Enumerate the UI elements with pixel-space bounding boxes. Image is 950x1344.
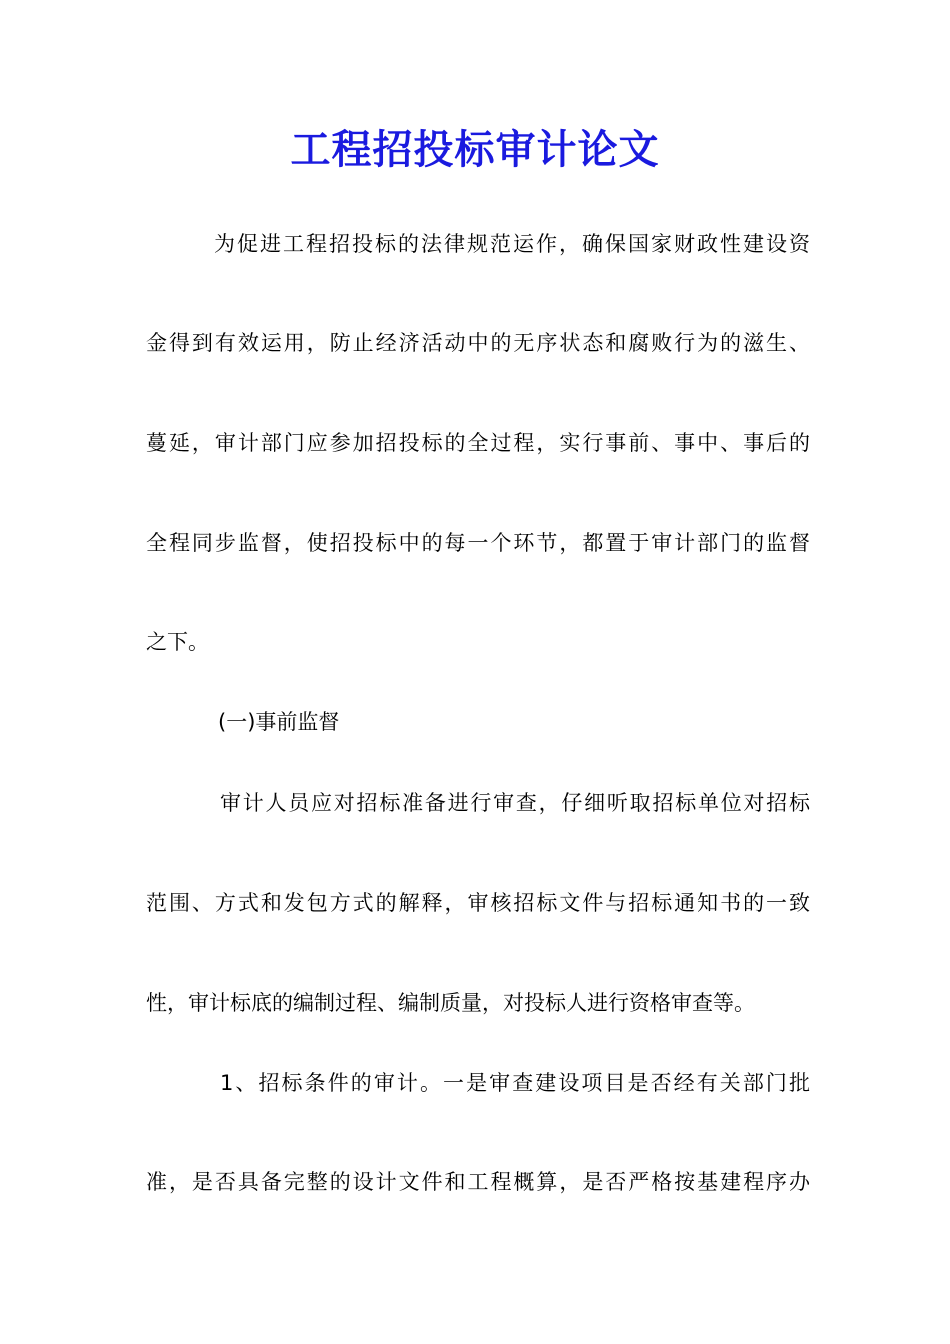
paragraph-line: 性，审计标底的编制过程、编制质量，对投标人进行资格审查等。 bbox=[146, 991, 755, 1015]
paragraph-line: 1、招标条件的审计。一是审查建设项目是否经有关部门批 bbox=[220, 1071, 810, 1095]
paragraph-line: 为促进工程招投标的法律规范运作，确保国家财政性建设资 bbox=[214, 232, 810, 256]
section-heading: (一)事前监督 bbox=[218, 710, 340, 734]
paragraph-line: 全程同步监督，使招投标中的每一个环节，都置于审计部门的监督 bbox=[146, 531, 810, 555]
document-title: 工程招投标审计论文 bbox=[290, 126, 660, 173]
paragraph-line: 金得到有效运用，防止经济活动中的无序状态和腐败行为的滋生、 bbox=[146, 331, 810, 355]
paragraph-line: 准，是否具备完整的设计文件和工程概算，是否严格按基建程序办 bbox=[146, 1170, 810, 1194]
paragraph-line: 审计人员应对招标准备进行审查，仔细听取招标单位对招标 bbox=[220, 791, 810, 815]
paragraph-line: 蔓延，审计部门应参加招投标的全过程，实行事前、事中、事后的 bbox=[146, 431, 810, 455]
paragraph-line: 范围、方式和发包方式的解释，审核招标文件与招标通知书的一致 bbox=[146, 891, 810, 915]
paragraph-line: 之下。 bbox=[146, 630, 209, 654]
